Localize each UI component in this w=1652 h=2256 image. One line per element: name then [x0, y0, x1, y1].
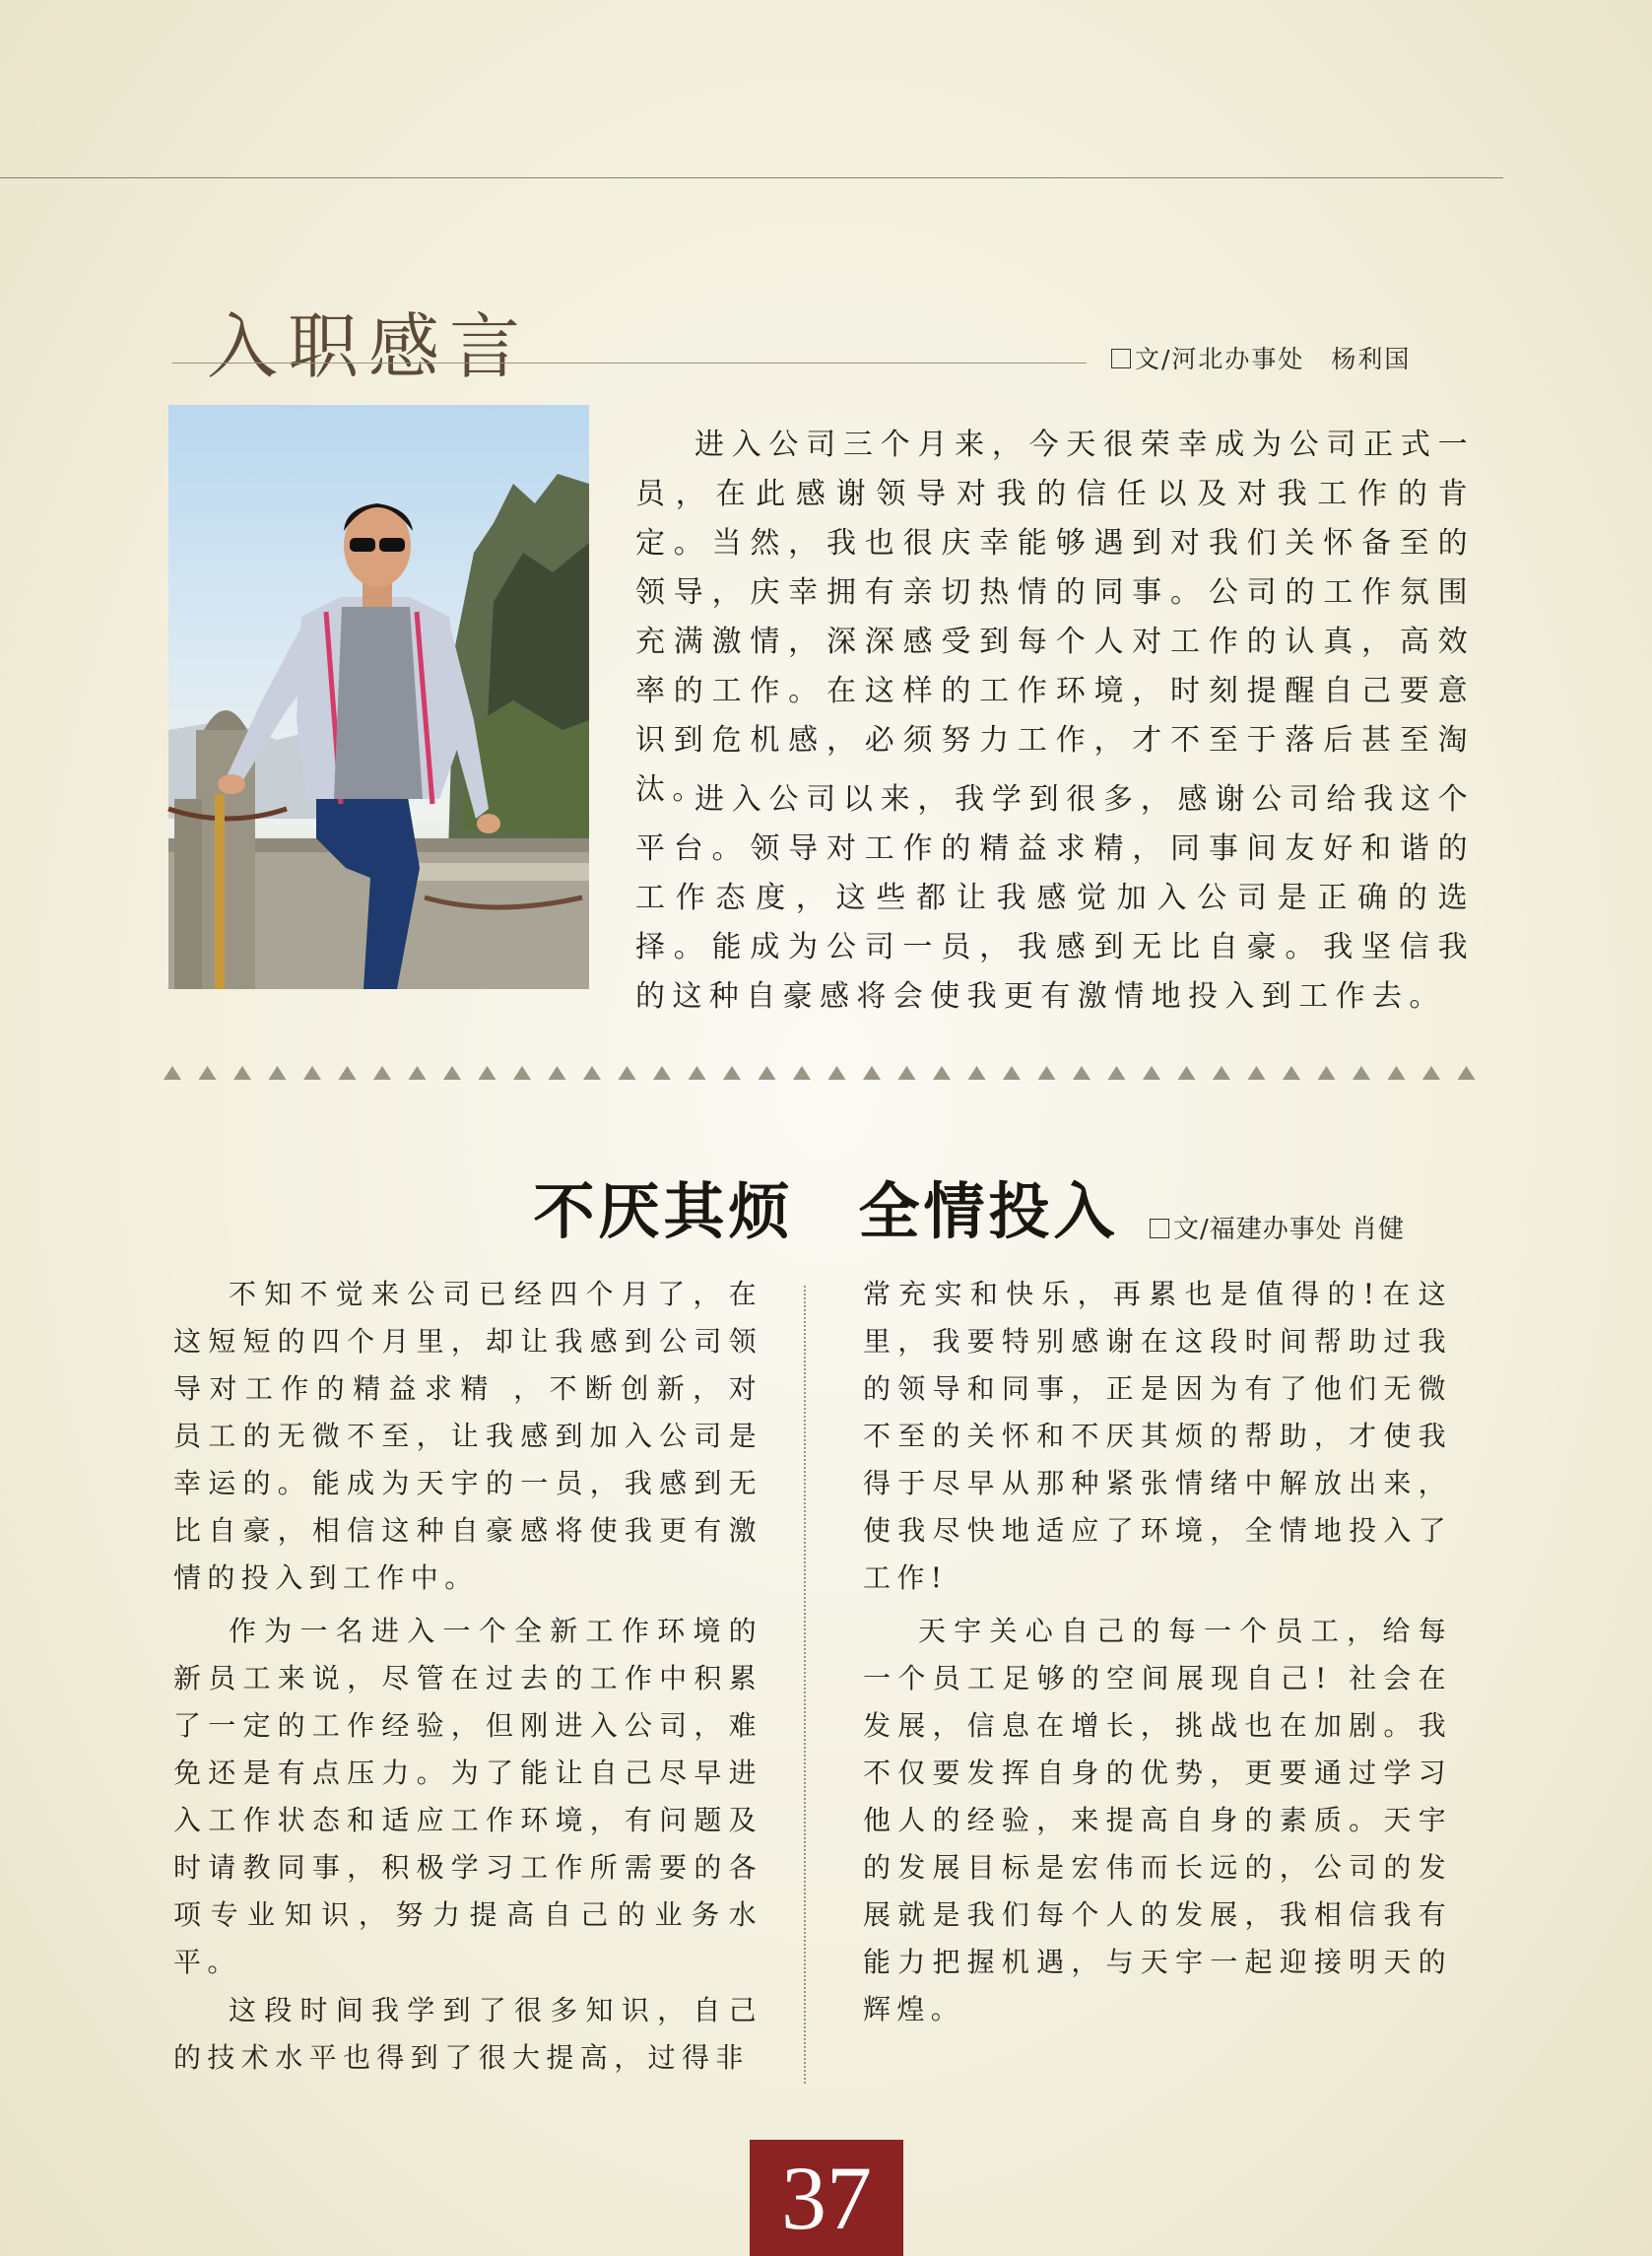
triangle-ornament — [863, 1066, 881, 1080]
triangle-ornament — [1458, 1066, 1476, 1080]
triangle-ornament — [303, 1066, 321, 1080]
triangle-ornament — [339, 1066, 357, 1080]
triangle-ornament — [1178, 1066, 1196, 1080]
byline-box-icon — [1150, 1219, 1169, 1238]
section1-paragraph: 进入公司三个月来，今天很荣幸成为公司正式一员，在此感谢领导对我的信任以及对我工作的肯定。当然，我也很庆幸能够遇到对我们关怀备至的领导，庆幸拥有亲切热情的同事。公司的工作氛围充满激情，深深感受到每个人对工作的认真，高效率的工作。在这样的工作环境，时刻提醒自己要意识到危机感，必须努力工作，才不至于落后甚至淘汰。 — [635, 428, 1475, 807]
triangle-ornament — [513, 1066, 531, 1080]
byline-box-icon — [1111, 349, 1131, 368]
triangle-ornament — [373, 1066, 391, 1080]
column1-paragraph: 这段时间我学到了很多知识，自己的技术水平也得到了很大提高，过得非 — [173, 1994, 762, 2074]
triangle-ornament — [793, 1066, 811, 1080]
triangle-ornament — [409, 1066, 427, 1080]
triangle-ornament — [1143, 1066, 1160, 1080]
triangle-ornament — [1108, 1066, 1126, 1080]
triangle-ornament — [1248, 1066, 1266, 1080]
triangle-ornament — [1422, 1066, 1440, 1080]
triangle-ornament — [933, 1066, 951, 1080]
triangle-ornament — [199, 1066, 217, 1080]
column-divider — [804, 1286, 806, 2084]
section1-byline-text: 文/河北办事处 杨利国 — [1135, 345, 1412, 373]
triangle-ornament — [549, 1066, 566, 1080]
triangle-ornament — [479, 1066, 496, 1080]
triangle-ornament — [1388, 1066, 1406, 1080]
triangle-ornament — [583, 1066, 601, 1080]
page-number: 37 — [750, 2140, 903, 2256]
section2-title: 不厌其烦 全情投入 — [533, 1175, 1119, 1248]
column1-paragraph: 作为一名进入一个全新工作环境的新员工来说，尽管在过去的工作中积累了一定的工作经验，但刚进入公司，难免还是有点压力。为了能让自己尽早进入工作状态和适应工作环境，有问题及时请教同事，积极学习工作所需要的各项专业知识，努力提高自己的业务水平。 — [173, 1615, 762, 1978]
column1-paragraph: 不知不觉来公司已经四个月了，在这短短的四个月里，却让我感到公司领导对工作的精益求精 ，不断创新，对员工的无微不至，让我感到加入公司是幸运的。能成为天宇的一员，我感到无比自豪，相信这种自豪感将使我更有激情的投入到工作中。 — [173, 1278, 762, 1594]
column2-paragraph: 常充实和快乐，再累也是值得的!在这里，我要特别感谢在这段时间帮助过我的领导和同事，正是因为有了他们无微不至的关怀和不厌其烦的帮助，才使我得于尽早从那种紧张情绪中解放出来，使我尽快地适应了环境，全情地投入了工作! — [863, 1278, 1452, 1594]
triangle-ornament — [723, 1066, 741, 1080]
section1-byline — [1111, 347, 1411, 371]
section2-byline — [1150, 1217, 1405, 1242]
triangle-ornament — [233, 1066, 251, 1080]
triangle-ornament — [1283, 1066, 1300, 1080]
column2-paragraph: 天宇关心自己的每一个员工，给每一个员工足够的空间展现自己! 社会在发展，信息在增长，挑战也在加剧。我不仅要发挥自身的优势，更要通过学习他人的经验，来提高自身的素质。天宇的发展目标是宏伟而长远的，公司的发展就是我们每个人的发展，我相信我有能力把握机遇，与天宇一起迎接明天的辉煌。 — [863, 1615, 1452, 2025]
triangle-ornament — [653, 1066, 671, 1080]
triangle-ornament — [269, 1066, 287, 1080]
section1-paragraph: 进入公司以来，我学到很多，感谢公司给我这个平台。领导对工作的精益求精，同事间友好和谐的工作态度，这些都让我感觉加入公司是正确的选择。能成为公司一员，我感到无比自豪。我坚信我的这种自豪感将会使我更有激情地投入到工作去。 — [635, 782, 1475, 1014]
author-photo — [168, 405, 589, 989]
triangle-ornament — [828, 1066, 846, 1080]
triangle-ornament — [1003, 1066, 1021, 1080]
triangle-ornament — [164, 1066, 181, 1080]
triangle-divider — [164, 1064, 1484, 1084]
triangle-ornament — [1213, 1066, 1230, 1080]
section1-title: 入职感言 — [207, 305, 531, 389]
header-rule — [0, 177, 1503, 178]
triangle-ornament — [443, 1066, 461, 1080]
triangle-ornament — [619, 1066, 636, 1080]
section1-title-rule — [172, 363, 1087, 364]
triangle-ornament — [1038, 1066, 1056, 1080]
triangle-ornament — [689, 1066, 706, 1080]
triangle-ornament — [759, 1066, 776, 1080]
triangle-ornament — [898, 1066, 916, 1080]
triangle-ornament — [1073, 1066, 1090, 1080]
section2-byline-text: 文/福建办事处 肖健 — [1173, 1215, 1406, 1244]
triangle-ornament — [1353, 1066, 1370, 1080]
triangle-ornament — [968, 1066, 986, 1080]
triangle-ornament — [1318, 1066, 1336, 1080]
